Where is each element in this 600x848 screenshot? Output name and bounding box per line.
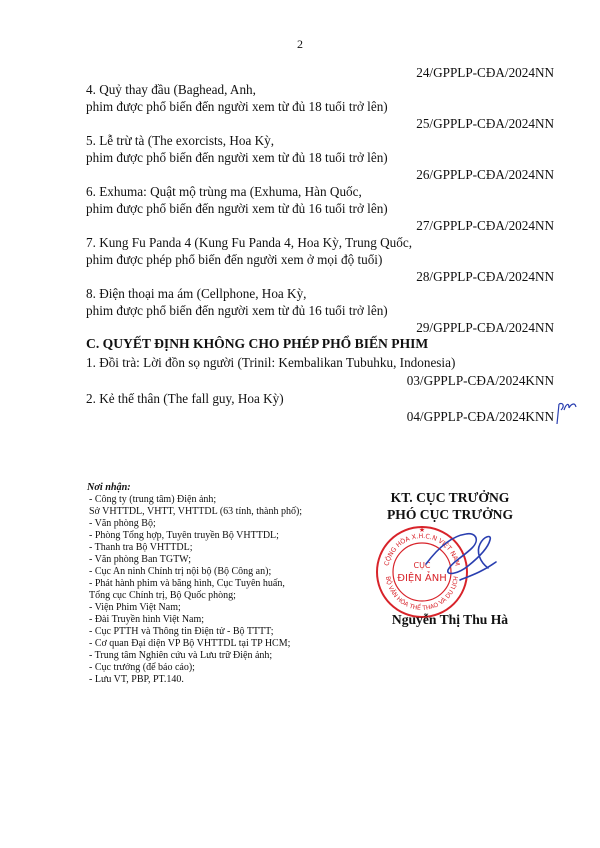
recipient-line: - Viện Phim Việt Nam; bbox=[89, 602, 181, 613]
film-item-8-rating: phim được phổ biến đến người xem từ đủ 16 tuổi trở lên) bbox=[86, 303, 388, 318]
film-item-5-rating: phim được phổ biến đến người xem từ đủ 18 tuổi trở lên) bbox=[86, 150, 388, 165]
stamp-bottom-text: BỘ VĂN HÓA THỂ THAO VÀ DU LỊCH bbox=[384, 575, 460, 613]
recipient-line: - Lưu VT, PBP, PT.140. bbox=[89, 674, 184, 685]
handwritten-signature bbox=[418, 518, 508, 598]
license-code: 25/GPPLP-CĐA/2024NN bbox=[416, 116, 554, 131]
recipient-line: Tổng cục Chính trị, Bộ Quốc phòng; bbox=[89, 590, 236, 601]
film-item-6-title: 6. Exhuma: Quật mộ trùng ma (Exhuma, Hàn Quốc, bbox=[86, 184, 362, 199]
license-code: 28/GPPLP-CĐA/2024NN bbox=[416, 269, 554, 284]
recipient-line: - Văn phòng Bộ; bbox=[89, 518, 156, 529]
recipient-line: - Trung tâm Nghiên cứu và Lưu trữ Điện ảnh; bbox=[89, 650, 273, 661]
stamp-center-1: CỤC bbox=[413, 561, 431, 570]
recipient-line: - Văn phòng Ban TGTW; bbox=[89, 554, 192, 565]
rejected-film-1: 1. Đồi trà: Lời đồn sọ người (Trinil: Kembalikan Tubuhku, Indonesia) bbox=[86, 355, 456, 370]
page-number: 2 bbox=[297, 37, 303, 51]
stamp-center-2: ĐIỆN ẢNH bbox=[397, 573, 447, 584]
recipient-line: - Thanh tra Bộ VHTTDL; bbox=[89, 542, 193, 553]
recipient-line: - Đài Truyền hình Việt Nam; bbox=[89, 614, 205, 625]
film-item-4-rating: phim được phổ biến đến người xem từ đủ 18 tuổi trở lên) bbox=[86, 99, 388, 114]
license-code: 27/GPPLP-CĐA/2024NN bbox=[416, 218, 554, 233]
signer-name: Nguyễn Thị Thu Hà bbox=[391, 612, 509, 627]
recipient-line: - Cục trưởng (để báo cáo); bbox=[89, 662, 195, 673]
film-item-7-title: 7. Kung Fu Panda 4 (Kung Fu Panda 4, Hoa Kỳ, Trung Quốc, bbox=[86, 235, 413, 250]
recipient-line: - Cục An ninh Chính trị nội bộ (Bộ Công an); bbox=[89, 566, 272, 577]
film-item-7-rating: phim được phép phổ biến đến người xem ở mọi độ tuổi) bbox=[86, 252, 383, 267]
license-code: 04/GPPLP-CĐA/2024KNN bbox=[406, 409, 554, 424]
license-code: 26/GPPLP-CĐA/2024NN bbox=[416, 167, 554, 182]
license-code: 29/GPPLP-CĐA/2024NN bbox=[416, 320, 554, 335]
film-item-4-title: 4. Quỷ thay đầu (Baghead, Anh, bbox=[86, 82, 256, 97]
stamp-top-text: CỘNG HÒA X.H.C.N VIỆT NAM bbox=[382, 531, 462, 567]
film-item-8-title: 8. Điện thoại ma ám (Cellphone, Hoa Kỳ, bbox=[86, 286, 307, 301]
initials-mark bbox=[554, 398, 580, 426]
section-c-heading: C. QUYẾT ĐỊNH KHÔNG CHO PHÉP PHỔ BIẾN PHIM bbox=[86, 336, 429, 351]
license-code: 03/GPPLP-CĐA/2024KNN bbox=[406, 373, 554, 388]
recipient-line: - Phòng Tổng hợp, Tuyên truyền Bộ VHTTDL; bbox=[89, 530, 279, 541]
film-item-5-title: 5. Lễ trừ tà (The exorcists, Hoa Kỳ, bbox=[86, 133, 275, 148]
star-icon: ★ bbox=[418, 526, 426, 534]
signature-title-2: PHÓ CỤC TRƯỞNG bbox=[386, 507, 514, 522]
recipient-line: Sở VHTTDL, VHTT, VHTTDL (63 tỉnh, thành phố); bbox=[89, 506, 303, 517]
film-item-6-rating: phim được phổ biến đến người xem từ đủ 16 tuổi trở lên) bbox=[86, 201, 388, 216]
recipient-line: - Cơ quan Đại diện VP Bộ VHTTDL tại TP HCM; bbox=[89, 638, 291, 649]
recipient-line: - Phát hành phim và băng hình, Cục Tuyên huấn, bbox=[89, 578, 285, 589]
recipient-line: - Công ty (trung tâm) Điện ảnh; bbox=[89, 494, 217, 505]
signature-title-1: KT. CỤC TRƯỞNG bbox=[390, 490, 510, 505]
recipients-title: Nơi nhận: bbox=[87, 482, 131, 493]
license-code: 24/GPPLP-CĐA/2024NN bbox=[416, 65, 554, 80]
recipient-line: - Cục PTTH và Thông tin Điện tử - Bộ TTTT; bbox=[89, 626, 274, 637]
rejected-film-2: 2. Kẻ thế thân (The fall guy, Hoa Kỳ) bbox=[86, 391, 284, 406]
